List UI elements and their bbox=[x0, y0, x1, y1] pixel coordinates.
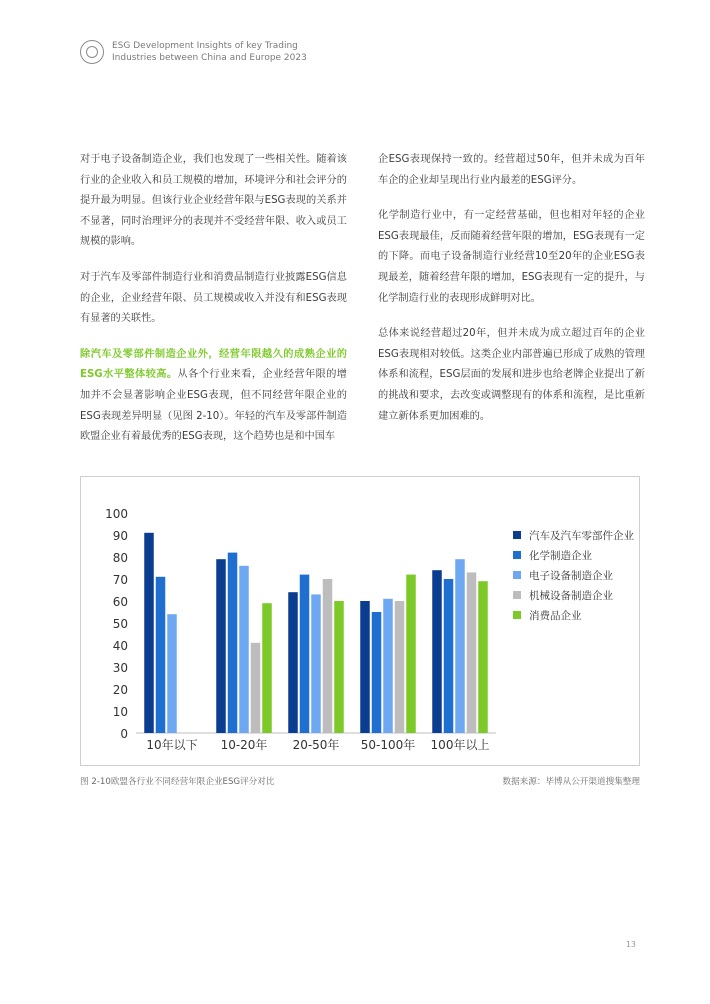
bar bbox=[300, 575, 310, 733]
figure-caption: 图 2-10欧盟各行业不同经营年限企业ESG评分对比 bbox=[80, 777, 275, 787]
bar bbox=[467, 572, 477, 733]
paragraph: 化学制造行业中，有一定经营基础，但也相对年轻的企业ESG表现最佳，反而随着经营年限的增加，ESG表现有一定的下降。而电子设备制造行业经营10至20年的企业ESG表现最差，随着经营年限的增加，ESG表现有一定的提升，与化学制造行业的表现形成鲜明对比。 bbox=[378, 210, 645, 304]
bar bbox=[406, 575, 416, 733]
bar bbox=[288, 592, 298, 733]
legend-label: 化学制造企业 bbox=[529, 550, 592, 562]
page-header bbox=[80, 40, 307, 64]
legend-label: 汽车及汽车零部件企业 bbox=[529, 530, 634, 542]
bar bbox=[478, 581, 488, 733]
paragraph bbox=[80, 345, 347, 448]
bar bbox=[216, 559, 226, 733]
bar bbox=[144, 533, 154, 733]
report-logo-icon bbox=[80, 40, 104, 64]
bar bbox=[323, 579, 333, 733]
legend-swatch bbox=[513, 611, 521, 619]
y-tick-label: 90 bbox=[112, 529, 128, 543]
report-title-line1: ESG Development Insights of key Trading bbox=[112, 41, 298, 51]
bar bbox=[251, 643, 261, 733]
legend-label: 电子设备制造企业 bbox=[529, 570, 613, 582]
legend-label: 消费品企业 bbox=[529, 610, 582, 622]
bar bbox=[239, 566, 249, 733]
x-tick-label: 10-20年 bbox=[220, 738, 268, 752]
legend-swatch bbox=[513, 571, 521, 579]
y-tick-label: 80 bbox=[112, 551, 128, 565]
y-tick-label: 70 bbox=[112, 573, 128, 587]
bar bbox=[372, 612, 382, 733]
bar bbox=[167, 614, 177, 733]
bar bbox=[156, 577, 166, 733]
y-tick-label: 30 bbox=[112, 661, 128, 675]
legend-swatch bbox=[513, 551, 521, 559]
bar bbox=[432, 570, 442, 733]
report-title-line2: Industries between China and Europe 2023 bbox=[112, 53, 307, 63]
y-tick-label: 40 bbox=[112, 639, 128, 653]
bar bbox=[444, 579, 454, 733]
data-source: 数据来源：毕博从公开渠道搜集整理 bbox=[502, 777, 640, 787]
page-number: 13 bbox=[625, 940, 636, 949]
x-tick-label: 20-50年 bbox=[292, 738, 340, 752]
bar bbox=[455, 559, 465, 733]
left-column bbox=[80, 150, 347, 463]
bar bbox=[311, 594, 321, 733]
bar bbox=[228, 553, 238, 733]
y-tick-label: 10 bbox=[112, 705, 128, 719]
legend-swatch bbox=[513, 591, 521, 599]
legend-swatch bbox=[513, 531, 521, 539]
x-tick-label: 50-100年 bbox=[360, 738, 416, 752]
paragraph: 企ESG表现保持一致的。经营超过50年，但并未成为百年车企的企业却呈现出行业内最差的ESG评分。 bbox=[378, 154, 645, 186]
bar bbox=[360, 601, 370, 733]
report-title bbox=[112, 40, 307, 64]
y-tick-label: 50 bbox=[112, 617, 128, 631]
y-tick-label: 20 bbox=[112, 683, 128, 697]
y-tick-label: 60 bbox=[112, 595, 128, 609]
legend-label: 机械设备制造企业 bbox=[529, 590, 613, 602]
bar bbox=[334, 601, 344, 733]
bar bbox=[262, 603, 272, 733]
paragraph-text: 从各个行业来看，企业经营年限的增加并不会显著影响企业ESG表现，但不同经营年限企业的ESG表现差异明显（见图 2-10）。年轻的汽车及零部件制造欧盟企业有着最优秀的ESG表现，这个趋势也是和中国车 bbox=[80, 369, 347, 443]
right-column bbox=[378, 150, 645, 442]
bar bbox=[395, 601, 405, 733]
paragraph: 总体来说经营超过20年，但并未成为成立超过百年的企业ESG表现相对较低。这类企业内部普遍已形成了成熟的管理体系和流程，ESG层面的发展和进步也给老牌企业提出了新的挑战和要求，去改变或调整现有的体系和流程，是比重新建立新体系更加困难的。 bbox=[378, 328, 645, 422]
highlight-text: 除汽车及零部件制造企业外，经营年限越久的成熟企业的ESG水平整体较高。 bbox=[80, 348, 347, 381]
paragraph: 对于电子设备制造企业，我们也发现了一些相关性。随着该行业的企业收入和员工规模的增加，环境评分和社会评分的提升最为明显。但该行业企业经营年限与ESG表现的关系并不显著，同时治理评分的表现并不受经营年限、收入或员工规模的影响。 bbox=[80, 154, 347, 248]
x-tick-label: 100年以上 bbox=[430, 738, 490, 752]
x-tick-label: 10年以下 bbox=[146, 738, 198, 752]
bar bbox=[383, 599, 393, 733]
bar-chart bbox=[81, 477, 639, 765]
y-tick-label: 100 bbox=[105, 507, 128, 521]
chart-frame bbox=[80, 476, 640, 766]
y-tick-label: 0 bbox=[120, 727, 128, 741]
paragraph: 对于汽车及零部件制造行业和消费品制造行业披露ESG信息的企业，企业经营年限、员工规模或收入并没有和ESG表现有显著的关联性。 bbox=[80, 271, 347, 325]
